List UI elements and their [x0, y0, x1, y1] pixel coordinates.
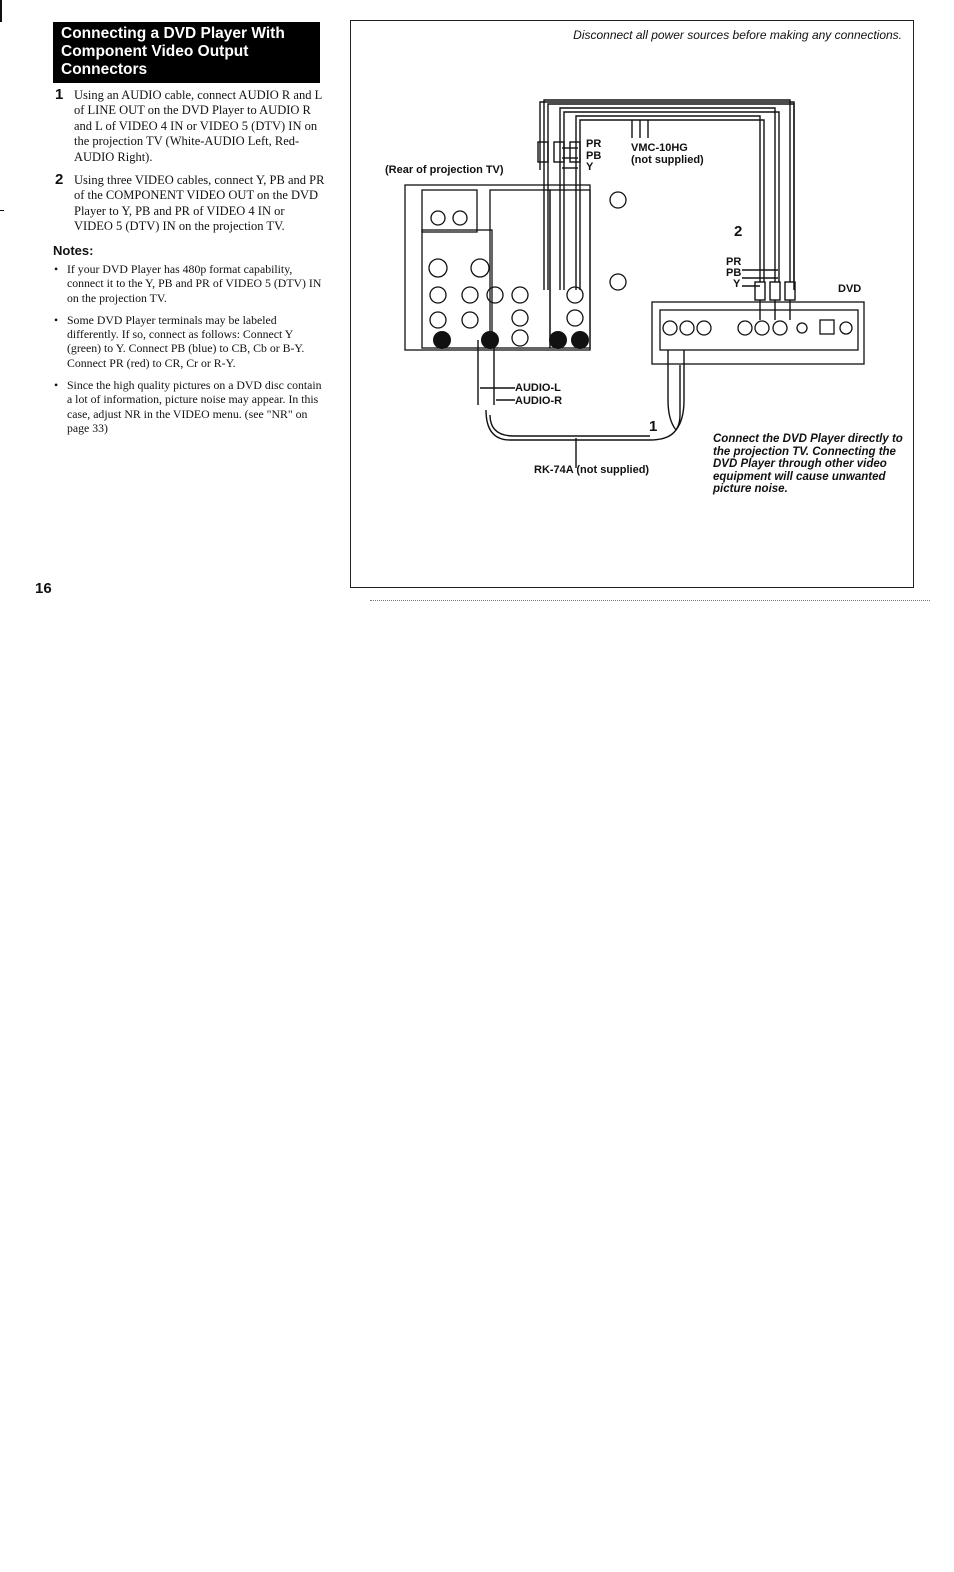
audio-cable-dvd-join — [668, 400, 684, 430]
audio-jack — [430, 312, 446, 328]
step-text: Using an AUDIO cable, connect AUDIO R and L of LINE OUT on the DVD Player to AUDIO R and L of VIDEO 4 IN or VIDEO 5 (DTV) IN on the projection TV (White-AUDIO Left, Red-AUDIO Right). — [74, 88, 322, 164]
plug-tv-pb — [554, 142, 564, 162]
component-block — [490, 190, 550, 348]
note-item — [53, 378, 325, 435]
dvd-jack — [797, 323, 807, 333]
note-item — [53, 313, 325, 370]
page-number: 16 — [35, 580, 52, 597]
component-cable-pb — [560, 108, 775, 290]
step-1 — [53, 88, 325, 165]
note-text: If your DVD Player has 480p format capability, connect it to the Y, PB and PR of VIDEO 5 (DTV) IN on the projection TV. — [67, 262, 322, 305]
component-jack-pr — [512, 330, 528, 346]
dvd-pb-label: PB — [726, 267, 742, 279]
component-jack-pb — [512, 310, 528, 326]
svideo-jack — [471, 259, 489, 277]
monitor-jack — [567, 310, 583, 326]
component-jack-y — [512, 287, 528, 303]
note-item — [53, 262, 325, 305]
step-1-marker: 1 — [649, 418, 658, 435]
control-s-block — [422, 190, 477, 232]
step-text: Using three VIDEO cables, connect Y, PB and PR of the COMPONENT VIDEO OUT on the DVD Player to Y, PB and PR of VIDEO 4 IN or VIDEO 5 (DTV) IN on the projection TV. — [74, 173, 325, 234]
audio-l-label: AUDIO-L — [515, 382, 561, 394]
notes-list — [53, 262, 325, 443]
dvd-y-label: Y — [733, 278, 741, 290]
vmc-note-label: (not supplied) — [631, 154, 704, 166]
direct-connection-note: Connect the DVD Player directly to the projection TV. Connecting the DVD Player through other video equipment will cause unwanted picture noise. — [713, 433, 903, 496]
steps-list — [53, 88, 325, 243]
pr-label: PR — [586, 138, 602, 150]
dvd-jack — [755, 321, 769, 335]
tv-amp-jack — [610, 274, 626, 290]
audio-plug — [549, 331, 567, 349]
bullet: • — [54, 262, 59, 276]
y-label: Y — [586, 161, 594, 173]
vmc-outer-loop — [540, 102, 794, 290]
dvd-jack — [773, 321, 787, 335]
digital-out-jack — [840, 322, 852, 334]
note-text: Some DVD Player terminals may be labeled differently. If so, connect as follows: Connect Y (green) to Y. Connect PB (blue) to CB, Cb or B-Y. Connect PR (red) to CR, Cr or R-Y. — [67, 312, 305, 370]
audio-plug — [433, 331, 451, 349]
control-jack — [453, 211, 467, 225]
video-jack — [430, 287, 446, 303]
audio-plug — [481, 331, 499, 349]
audio-r-label: AUDIO-R — [515, 395, 563, 407]
connection-diagram — [350, 20, 914, 588]
margin-rule — [0, 0, 2, 22]
power-warning: Disconnect all power sources before making any connections. — [573, 28, 902, 42]
audio-plug — [571, 331, 589, 349]
step-2 — [53, 173, 325, 235]
audio-cable-loop-2 — [490, 415, 650, 436]
step-2-marker: 2 — [734, 223, 743, 240]
audio-jack — [462, 312, 478, 328]
ant-jack — [610, 192, 626, 208]
step-number: 1 — [55, 86, 64, 103]
video-jack — [462, 287, 478, 303]
vmc-model-label: VMC-10HG — [631, 142, 688, 154]
control-jack — [431, 211, 445, 225]
pb-label: PB — [586, 150, 602, 162]
dvd-jack — [663, 321, 677, 335]
dvd-jack — [697, 321, 711, 335]
bullet: • — [54, 378, 59, 393]
note-text: Since the high quality pictures on a DVD disc contain a lot of information, picture noise may appear. In this case, adjust NR in the VIDEO menu. (see "NR" on page 33) — [67, 378, 322, 435]
step-number: 2 — [55, 171, 64, 189]
digital-out-port — [820, 320, 834, 334]
dvd-jack — [738, 321, 752, 335]
component-cable-pr-2 — [548, 104, 794, 290]
notes-title: Notes: — [53, 243, 94, 258]
dvd-panel — [660, 310, 858, 350]
scan-artifact — [370, 600, 930, 603]
margin-tick — [0, 210, 4, 211]
dvd-label: DVD — [838, 283, 862, 295]
plug-tv-pr — [570, 142, 580, 162]
dvd-pr-label: PR — [726, 256, 742, 268]
bullet: • — [54, 312, 59, 327]
plug-pb — [770, 282, 780, 300]
rk-cable-label: RK-74A (not supplied) — [534, 464, 650, 476]
plug-y — [755, 282, 765, 300]
section-heading: Connecting a DVD Player With Component Video Output Connectors — [53, 22, 320, 83]
component-cable-pr — [544, 100, 790, 290]
dvd-jack — [680, 321, 694, 335]
rear-tv-label: (Rear of projection TV) — [385, 164, 504, 176]
svideo-jack — [429, 259, 447, 277]
